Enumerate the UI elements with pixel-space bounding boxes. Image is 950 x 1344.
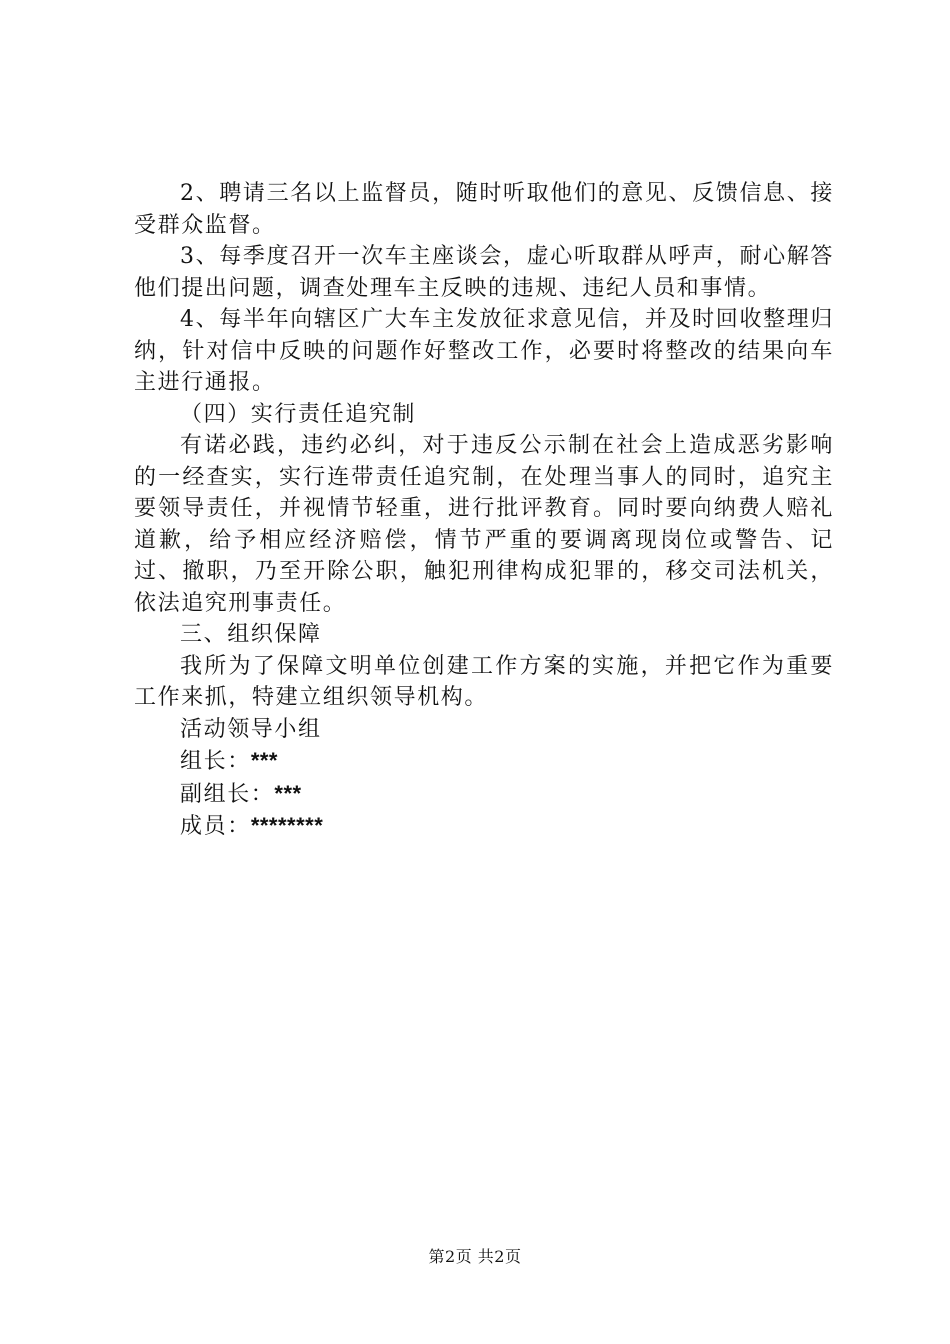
members-line (134, 810, 834, 843)
leader-label: 组长： (180, 749, 251, 774)
paragraph-feedback-letters: 4、每半年向辖区广大车主发放征求意见信，并及时回收整理归纳，针对信中反映的问题作好整改工作，必要时将整改的结果向车主进行通报。 (134, 307, 834, 395)
deputy-label: 副组长： (180, 781, 275, 807)
heading-leadership-group: 活动领导小组 (180, 716, 322, 742)
heading-organization: 三、组织保障 (180, 622, 322, 647)
document-body (134, 178, 834, 843)
paragraph-organization: 我所为了保障文明单位创建工作方案的实施，并把它作为重要工作来抓，特建立组织领导机构。 (134, 653, 834, 710)
paragraph-accountability: 有诺必践，违约必纠，对于违反公示制在社会上造成恶劣影响的一经查实，实行连带责任追究制，在处理当事人的同时，追究主要领导责任，并视情节轻重，进行批评教育。同时要向纳费人赔礼道歉，给予相应经济赔偿，情节严重的要调离现岗位或警告、记过、撤职，乃至开除公职，触犯刑律构成犯罪的，移交司法机关，依法追究刑事责任。 (134, 433, 834, 616)
members-label: 成员： (180, 814, 251, 839)
page-number-footer: 第2页 共2页 (428, 1247, 522, 1266)
heading-accountability: （四）实行责任追究制 (180, 401, 417, 427)
paragraph-supervisors: 2、聘请三名以上监督员，随时听取他们的意见、反馈信息、接受群众监督。 (134, 181, 834, 238)
leader-value: *** (250, 748, 278, 773)
members-value: ******** (250, 813, 324, 838)
leader-line (134, 745, 834, 778)
deputy-value: *** (274, 780, 302, 806)
deputy-line (134, 778, 834, 811)
paragraph-owner-forum: 3、每季度召开一次车主座谈会，虚心听取群从呼声，耐心解答他们提出问题，调查处理车主反映的违规、违纪人员和事情。 (134, 244, 834, 301)
